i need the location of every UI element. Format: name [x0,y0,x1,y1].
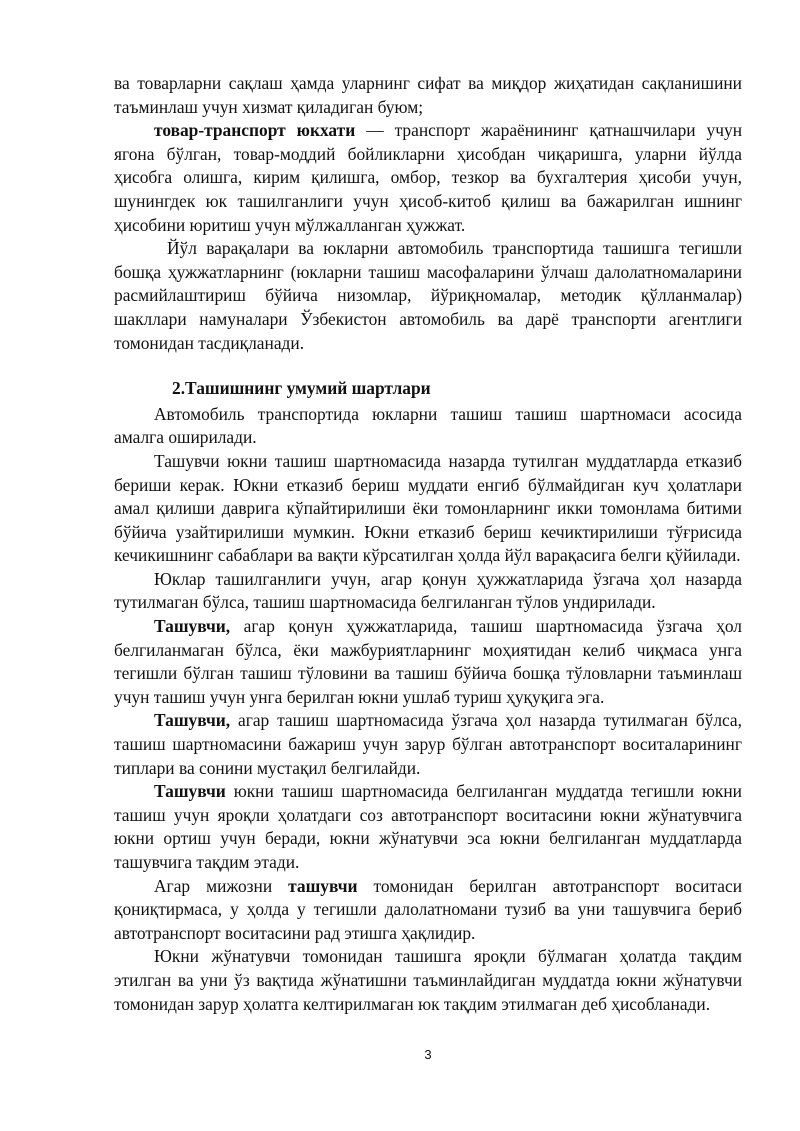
paragraph-7 [114,875,742,946]
paragraph-6-lead: Ташувчи [154,781,226,802]
paragraph-4-lead: Ташувчи, [154,616,231,637]
section-heading: 2.Ташишнинг умумий шартлари [172,378,431,399]
paragraph-6 [114,780,742,874]
dash: — [355,120,395,141]
page-number: 3 [424,1047,432,1062]
paragraph-intro: ва товарларни сақлаш ҳамда уларнинг сифат ва миқдор жиҳатидан сақланишини таъминлаш учун хизмат қиладиган буюм; [114,73,742,117]
paragraph-4-text: агар қонун ҳужжатларида, ташиш шартномасида ўзгача ҳол белгиланмаган бўлса, ёки мажбуриятларнинг моҳиятидан келиб чиқмаса унга тегишли бўлган ташиш тўловини ва ташиш бўйича бошқа тўловларни таъминлаш учун ташиш учун унга берилган юкни ушлаб туриш ҳуқуқига эга. [114,616,742,707]
paragraph-4 [114,615,742,709]
paragraph-7-before: Агар мижозни [154,875,289,896]
term-ttn: товар-транспорт юкхати [154,120,356,141]
paragraph-1: Автомобиль транспортида юкларни ташиш ташиш шартномаси асосида амалга оширилади. [114,403,742,448]
paragraph-ttn-definition [114,119,742,237]
page-body [114,72,742,1016]
paragraph-5 [114,709,742,780]
paragraph-8: Юкни жўнатувчи томонидан ташишга яроқли бўлмаган ҳолатда тақдим этилган ва уни ўз вақтида жўнатишни таъминлайдиган муддатда юкни жўнатувчи томонидан зарур ҳолатга келтирилмаган юк тақдим этилмаган деб ҳисобланади. [114,946,742,1014]
paragraph-2: Ташувчи юкни ташиш шартномасида назарда тутилган муддатларда етказиб бериши керак. Юкни етказиб бериш муддати енгиб бўлмайдиган куч ҳолатлари амал қилиши даврига кўпайтирилиши ёки томонларнинг икки томонлама битими бўйича узайтирилиши мумкин. Юкни етказиб бериш кечиктирилиши тўғрисида кечикишнинг сабаблари ва вақти кўрсатилган ҳолда йўл варақасига белги қўйилади. [114,450,742,566]
paragraph-7-bold: ташувчи [288,875,358,896]
paragraph-5-lead: Ташувчи, [154,710,231,731]
paragraph-7-after: томонидан берилган автотранспорт воситаси қониқтирмаса, у ҳолда у тегишли далолатномани тузиб ва уни ташувчига бериб автотранспорт воситасини рад этишга ҳақлидир. [114,875,742,943]
paragraph-3: Юклар ташилганлиги учун, агар қонун ҳужжатларида ўзгача ҳол назарда тутилмаган бўлса, ташиш шартномасида белгиланган тўлов ундирилади. [114,568,742,613]
spacer [114,355,742,366]
paragraph-5-text: агар ташиш шартномасида ўзгача ҳол назарда тутилмаган бўлса, ташиш шартномасини бажариш учун зарур бўлган автотранспорт воситаларининг типлари ва сонини мустақил белгилайди. [114,710,742,778]
ttn-definition-text: транспорт жараёнининг қатнашчилари учун ягона бўлган, товар-моддий бойликларни ҳисобдан чиқаришга, уларни йўлда ҳисобга олишга, кирим қилишга, омбор, тезкор ва бухгалтерия ҳисоби учун, шунингдек юк ташилганлиги учун ҳисоб-китоб қилиш ва бажарилган ишнинг ҳисобини юритиш учун мўлжалланган ҳужжат. [114,120,742,235]
paragraph-document-forms: Йўл варақалари ва юкларни автомобиль транспортида ташишга тегишли бошқа ҳужжатларнинг (юкларни ташиш масофаларини ўлчаш далолатномаларини расмийлаштириш бўйича низомлар, йўриқномалар, методик қўлланмалар) шакллари намуналари Ўзбекистон автомобиль ва дарё транспорти агентлиги томонидан тасдиқланади. [114,238,742,353]
paragraph-6-text: юкни ташиш шартномасида белгиланган муддатда тегишли юкни ташиш учун яроқли ҳолатдаги соз автотранспорт воситасини юкни жўнатувчига юкни ортиш учун беради, юкни жўнатувчи эса юкни белгиланган муддатларда ташувчига тақдим этади. [114,781,742,872]
